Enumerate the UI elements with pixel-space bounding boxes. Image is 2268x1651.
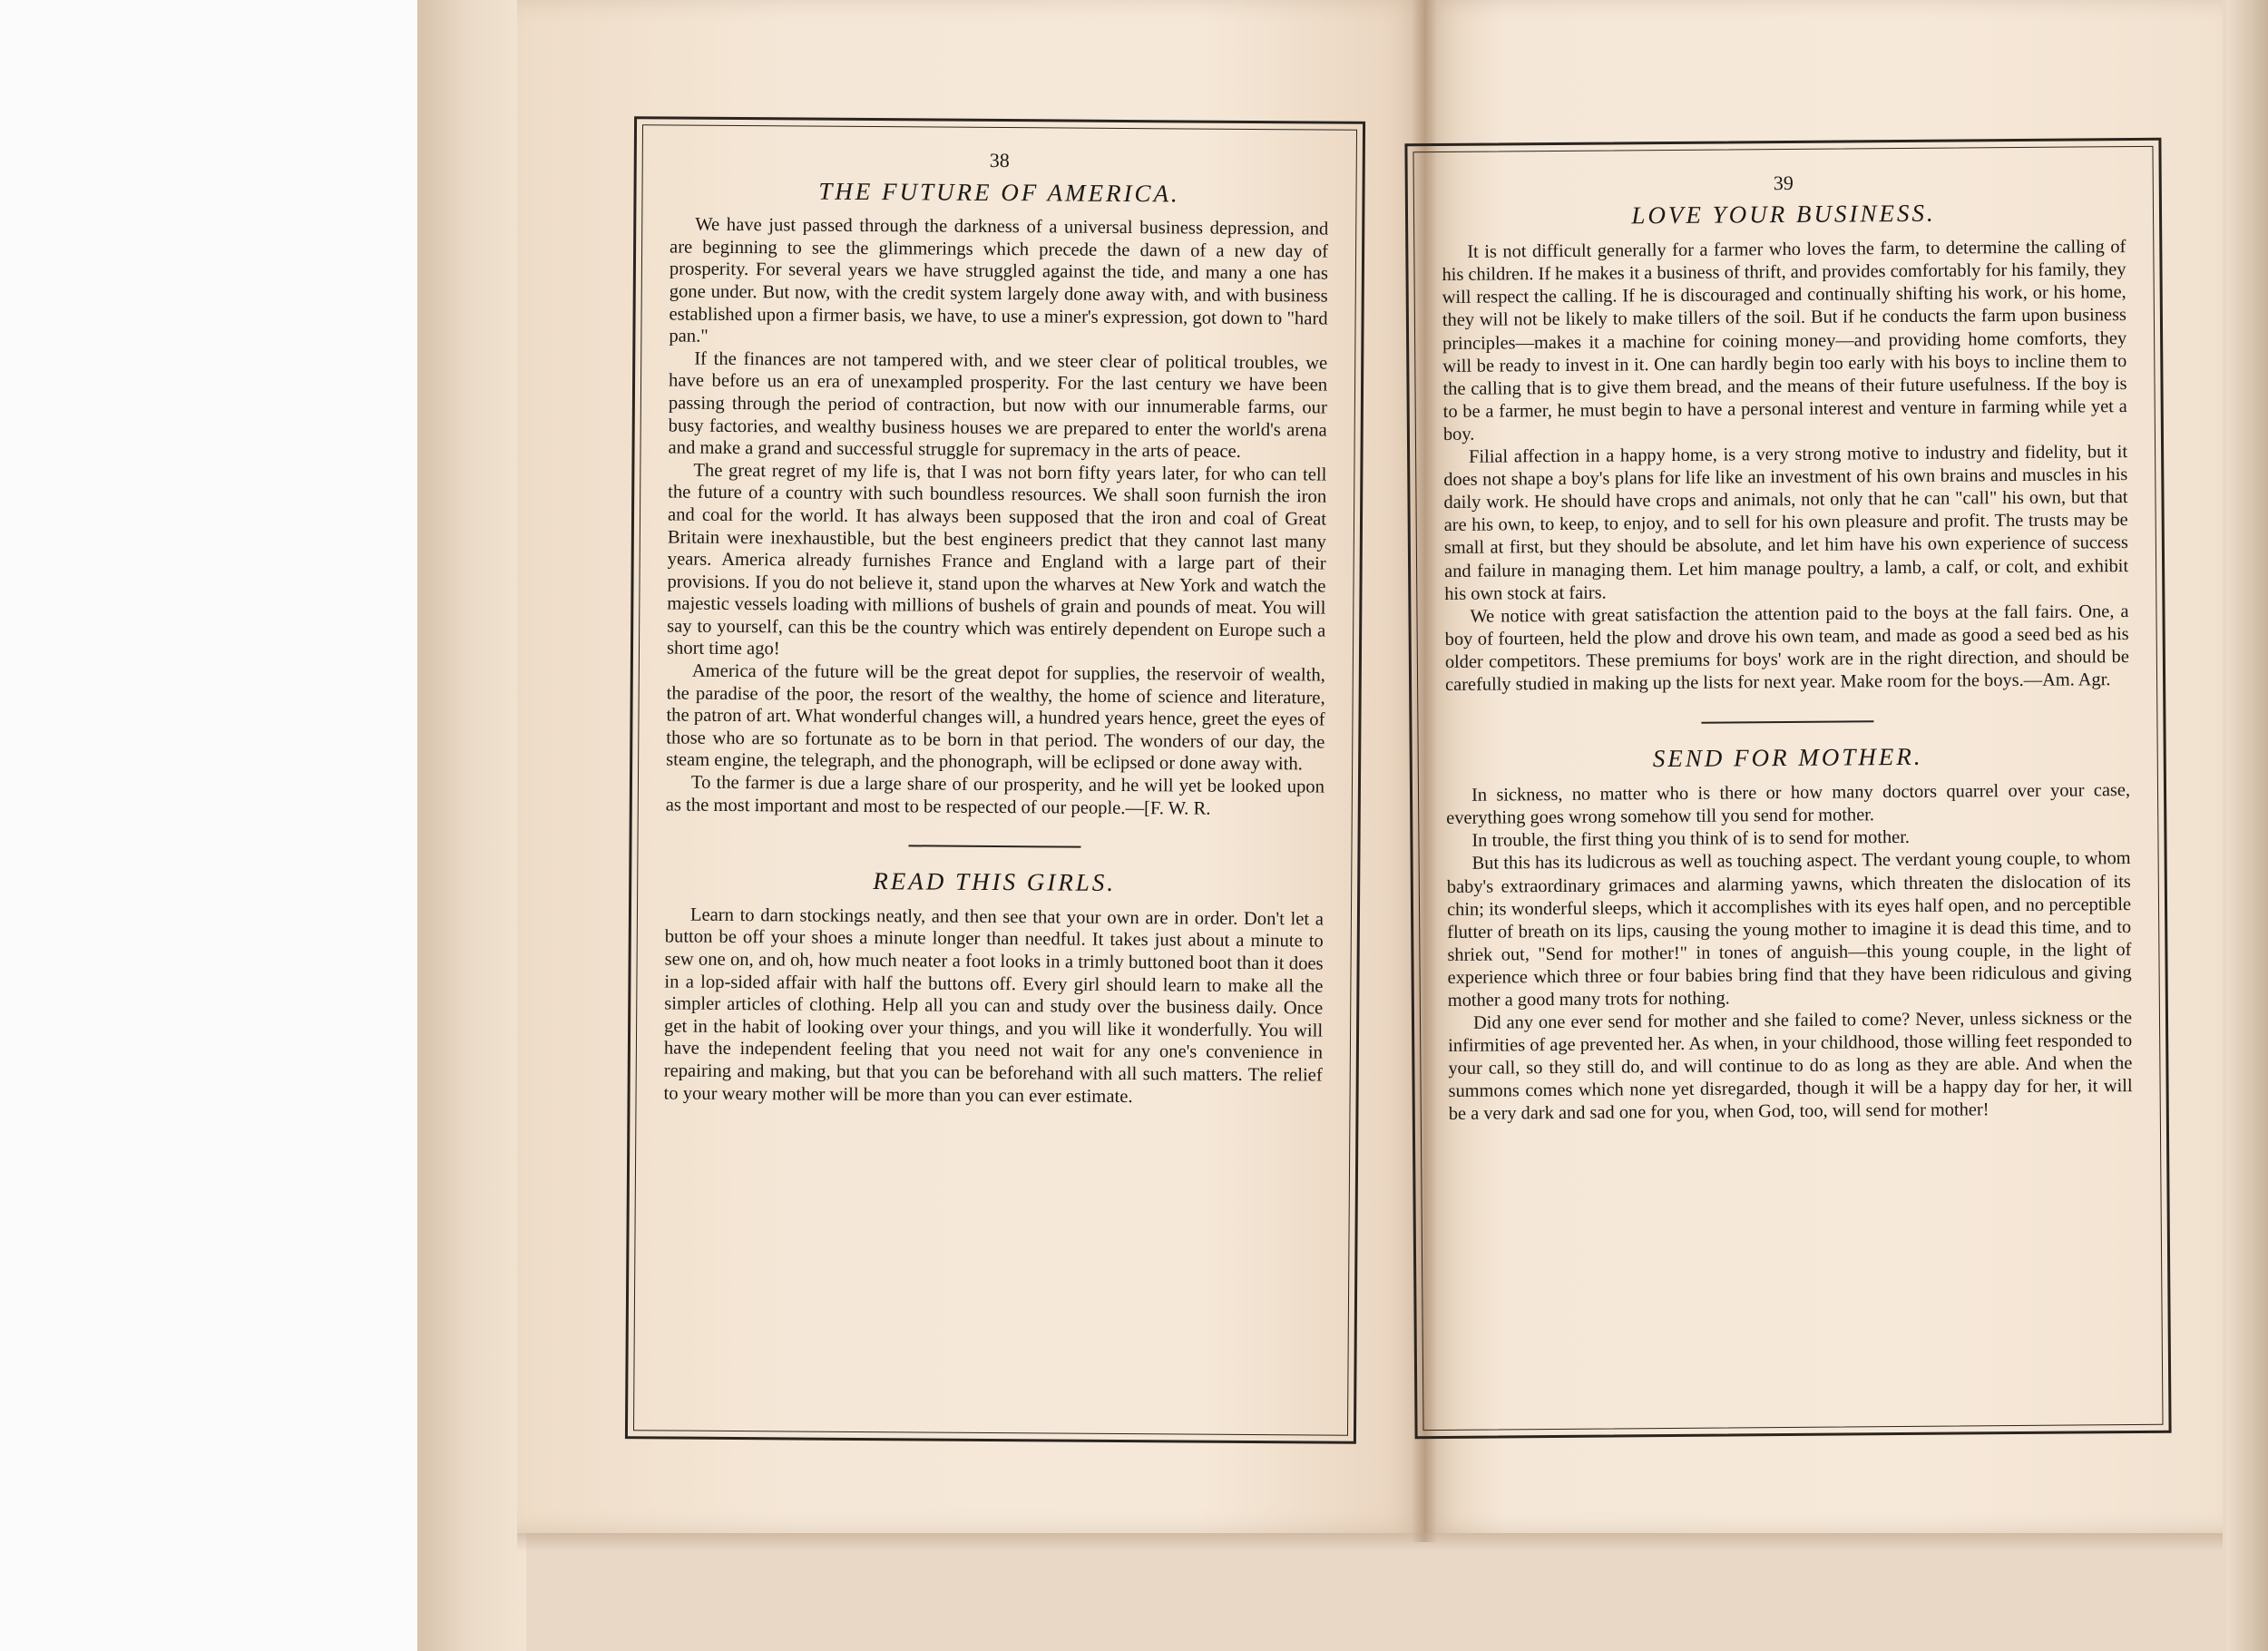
paragraph: We notice with great satisfaction the attention paid to the boys at the fall fairs. One, a boy of fourteen, held the plow and drove his own team, and made as good a seed bed as his older competitors. These premiums for boys' work are in the right direction, and should be carefully studied in making up the lists for next year. Make room for the boys.—Am. Agr.	[1444, 601, 2129, 695]
article-title: READ THIS GIRLS.	[873, 867, 1117, 897]
paragraph: The great regret of my life is, that I was not born fifty years later, for who can tell the future of a country with such boundless resources. We shall soon furnish the iron and coal for the world. It has always been supposed that the iron and coal of Great Britain were inexhaustible, but the best engineers predict that they cannot last many years. America already furnishes France and England with a large part of their provisions. If you do not believe it, stand upon the wharves at New York and watch the majestic vessels loading with millions of bushels of grain and pounds of meat. You will say to yourself, can this be the country which was entirely dependent on Europe such a short time ago!	[666, 460, 1327, 659]
page-stack-edge	[417, 0, 526, 1651]
right-page-content	[1442, 169, 2136, 1412]
paragraph: America of the future will be the great depot for supplies, the reservoir of wealth, the paradise of the poor, the resort of the wealthy, the home of science and literature, the patron of art. What wonderful changes will, a hundred years hence, greet the eyes of those who are so fortunate as to be born in that period. The wonders of our day, the steam engine, the telegraph, and the phonograph, will be eclipsed or done away with.	[666, 660, 1325, 775]
right-page-inner-rule	[1413, 146, 2163, 1431]
section-divider	[908, 845, 1080, 848]
right-page-frame	[1404, 138, 2171, 1440]
page-shadow	[517, 1533, 2223, 1551]
paragraph: But this has its ludicrous as well as touching aspect. The verdant young couple, to whom baby's extraordinary grimaces and alarming yawns, which threaten the dislocation of its chin; its wonderful sleeps, which it accomplishes with its eyes half open, and no perceptible flutter of breath on its lips, causing the young mother to imagine it is dead this time, and to shriek out, "Send for mother!" in tones of anguish—this young couple, in the light of experience which three or four babies bring find that they have been ridiculous and giving mother a good many trots for nothing.	[1446, 848, 2132, 1011]
page-number: 38	[989, 148, 1010, 172]
paragraph: Learn to darn stockings neatly, and then see that your own are in order. Don't let a button be off your shoes a minute longer than needful. It takes just about a minute to sew one on, and oh, how much neater a foot looks in a trimly buttoned boot than it does in a lop-sided affair with half the buttons off. Every girl should learn to make all the simpler articles of clothing. Help all you can and study over the business daily. Once get in the habit of looking over your things, and you will like it wonderfully. You will have the independent feeling that you need not wait for any one's convenience in repairing and making, but that you can be beforehand with all such matters. The relief to your weary mother will be more than you can ever estimate.	[663, 904, 1325, 1107]
page-number: 39	[1773, 171, 1794, 195]
paragraph: To the farmer is due a large share of our prosperity, and he will yet be looked upon as the most important and most to be respected of our people.—[F. W. R.	[665, 772, 1325, 819]
left-page-content	[661, 147, 1329, 1416]
paragraph: If the finances are not tampered with, and we steer clear of political troubles, we have before us an era of unexampled prosperity. For the last century we have been passing through the period of contraction, but now with our innumerable farms, our busy factories, and wealthy business houses we are prepared to enter the world's arena and make a grand and successful struggle for supremacy in the arts of peace.	[668, 348, 1328, 463]
section-divider	[1701, 720, 1873, 723]
paragraph: Did any one ever send for mother and she failed to come? Never, unless sickness or the infirmities of age prevented her. As when, in your childhood, those willing feet responded to your call, so they still do, and will continue to do as long as they are able. And when the summons comes which none yet disregarded, though it will be a happy day for her, it will be a very dark and sad one for you, when God, too, will send for mother!	[1448, 1008, 2133, 1125]
article-title: THE FUTURE OF AMERICA.	[818, 177, 1180, 208]
article-title: LOVE YOUR BUSINESS.	[1631, 199, 1936, 230]
paragraph: Filial affection in a happy home, is a very strong motive to industry and fidelity, but it does not shape a boy's plans for life like an investment of his own brains and muscles in his daily work. He should have crops and animals, not only that he can "call" his own, but that are his own, to keep, to enjoy, and to sell for his own pleasure and profit. The trusts may be small at first, but they should be absolute, and let him have his own experience of success and failure in managing them. Let him manage poultry, a lamb, a calf, or colt, and exhibit his own stock at fairs.	[1443, 442, 2129, 604]
article-title: SEND FOR MOTHER.	[1652, 742, 1923, 773]
right-page-edges	[2226, 0, 2268, 1651]
paragraph: In sickness, no matter who is there or how many doctors quarrel over your case, everything goes wrong somehow till you send for mother.	[1446, 780, 2131, 829]
left-page-inner-rule	[633, 124, 1357, 1435]
paragraph: It is not difficult generally for a farmer who loves the farm, to determine the calling of his children. If he makes it a business of thrift, and provides comfortably for his family, they will respect the calling. If he is discouraged and continually shifting his work, or his home, they will not be likely to make tillers of the soil. But if he conducts the farm upon business principles—makes it a machine for coining money—and providing home comforts, they will be ready to invest in it. One can hardly begin too early with his boys to incline them to the calling that is to give them bread, and the means of their future usefulness. If the boy is to be a farmer, he must begin to have a personal interest and venture in farming while yet a boy.	[1442, 237, 2127, 444]
left-page-frame	[625, 116, 1365, 1444]
paragraph: In trouble, the first thing you think of is to send for mother.	[1471, 827, 1911, 852]
paragraph: We have just passed through the darkness of a universal business depression, and are beginning to see the glimmerings which precede the dawn of a new day of prosperity. For several years we have struggled against the tide, and many a one has gone under. But now, with the credit system largely done away with, and with business established upon a firmer basis, we have, to use a miner's expression, got down to "hard pan."	[669, 214, 1329, 347]
